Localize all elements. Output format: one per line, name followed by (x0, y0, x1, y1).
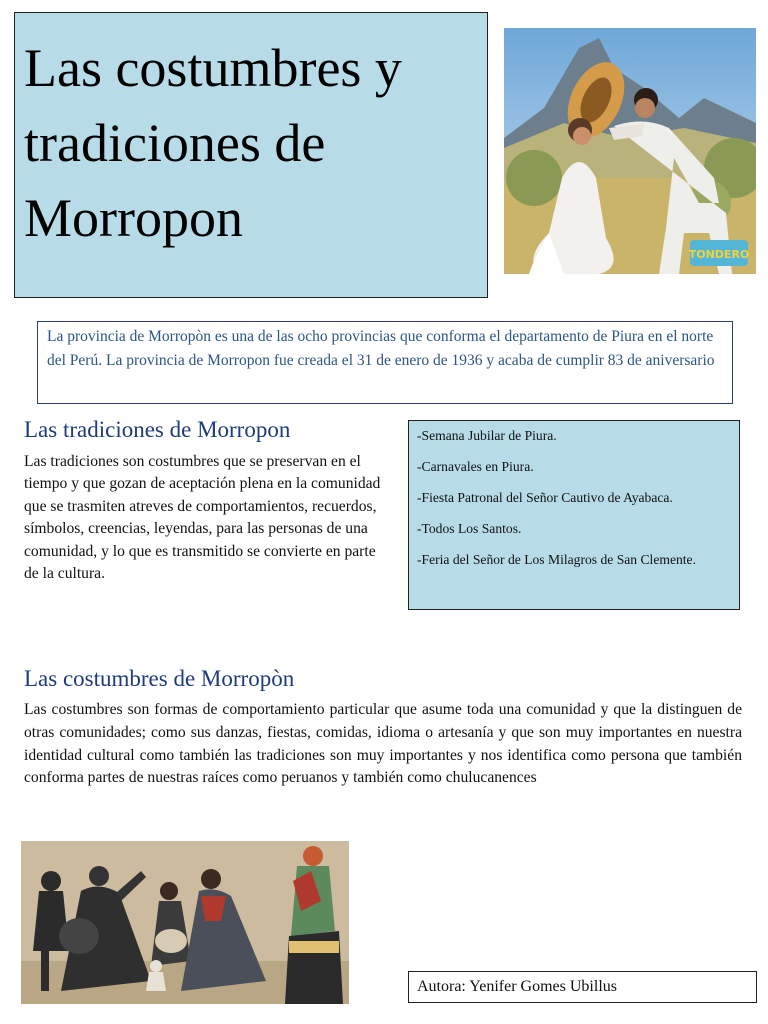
author-box (408, 971, 757, 1003)
festival-item: -Fiesta Patronal del Señor Cautivo de Ayabaca. (417, 490, 673, 505)
intro-text: La provincia de Morropòn es una de las ocho provincias que conforma el departamento de Piura en el norte del Perú. La provincia de Morropon fue creada el 31 de enero de 1936 y acaba de cumplir 83 de aniversario (47, 328, 715, 369)
festival-box (408, 420, 740, 610)
intro-box (37, 321, 733, 404)
title-box (14, 12, 488, 298)
festival-item: -Carnavales en Piura. (417, 459, 534, 474)
festival-item: -Semana Jubilar de Piura. (417, 428, 557, 443)
customs-heading: Las costumbres de Morropòn (24, 666, 295, 691)
customs-text: Las costumbres son formas de comportamiento particular que asume toda una comunidad y que la distinguen de otras comunidades; como sus danzas, fiestas, comidas, idioma o artesanía y que son muy importantes en nuestra identidad cultural como también las tradiciones son muy importantes y nos identifica como persona que también conforma partes de nuestras raíces como peruanos y también como chulucanences (24, 701, 742, 787)
page-title: Las costumbres y tradiciones de Morropon (24, 38, 402, 248)
author-text: Autora: Yenifer Gomes Ubillus (417, 978, 617, 995)
dancers-illustration (504, 28, 756, 274)
tondero-badge-text: TONDERO (688, 248, 750, 261)
dancers-photo (504, 28, 756, 274)
festival-item: -Feria del Señor de Los Milagros de San Clemente. (417, 552, 696, 567)
festival-list (417, 426, 731, 570)
traditions-text: Las tradiciones son costumbres que se preservan en el tiempo y que gozan de aceptación plena en la comunidad que se trasmiten atreves de comportamientos, recuerdos, símbolos, creencias, leyendas, para las personas de una comunidad, y lo que es transmitido se convierte en parte de la cultura. (24, 453, 381, 583)
ceramics-photo (21, 841, 349, 1004)
traditions-heading: Las tradiciones de Morropon (24, 417, 291, 442)
ceramics-illustration (21, 841, 349, 1004)
festival-item: -Todos Los Santos. (417, 521, 522, 536)
